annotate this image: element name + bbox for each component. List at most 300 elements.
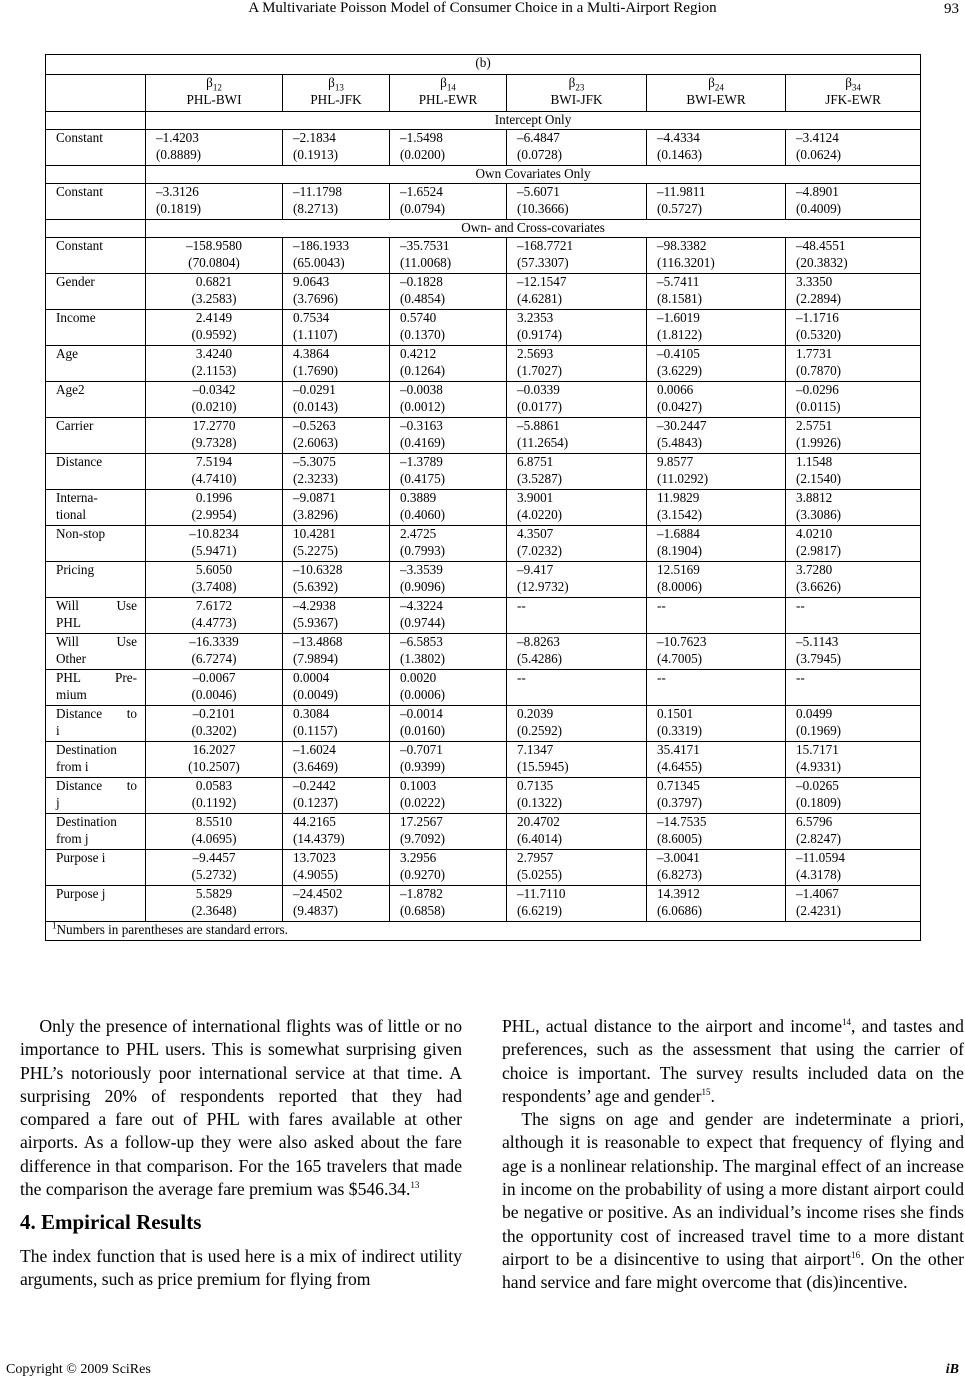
coefficient: 4.3507 <box>517 526 554 541</box>
coefficient: 12.5169 <box>657 562 700 577</box>
coefficient: 9.0643 <box>293 274 330 289</box>
row-label: Carrier <box>46 418 146 454</box>
standard-error: (4.6455) <box>657 758 703 774</box>
table-cell <box>146 184 283 220</box>
table-cell <box>786 346 921 382</box>
coefficient: –6.5853 <box>400 634 443 649</box>
standard-error: (4.7005) <box>657 650 703 666</box>
coefficient: 14.3912 <box>657 886 700 901</box>
table-row <box>46 238 921 274</box>
table-cell <box>647 742 786 778</box>
standard-error: (2.1153) <box>191 362 237 378</box>
coefficient: –186.1933 <box>293 238 350 253</box>
standard-error: (6.6219) <box>517 902 563 918</box>
table-cell <box>146 454 283 490</box>
table-row <box>46 310 921 346</box>
standard-error: (0.2592) <box>517 722 563 738</box>
footnote-mark: 1 <box>52 920 57 931</box>
table-row <box>46 274 921 310</box>
table-row <box>46 454 921 490</box>
standard-error: (8.0006) <box>657 578 703 594</box>
table-row <box>46 742 921 778</box>
table-cell <box>647 382 786 418</box>
table-row <box>46 778 921 814</box>
coefficient: 7.1347 <box>517 742 554 757</box>
coefficient: –9.4457 <box>192 850 236 865</box>
table-cell <box>283 670 390 706</box>
standard-error: (6.8273) <box>657 866 703 882</box>
coefficient: –9.417 <box>517 562 554 577</box>
coefficient: –0.0014 <box>400 706 443 721</box>
coefficient: 5.6050 <box>195 562 233 577</box>
standard-error: (3.1542) <box>657 506 703 522</box>
standard-error: (65.0043) <box>293 254 345 270</box>
table-cell <box>390 562 507 598</box>
standard-error: (0.0177) <box>517 398 563 414</box>
coefficient: –13.4868 <box>293 634 343 649</box>
table-cell <box>647 706 786 742</box>
coefficient: –1.3789 <box>400 454 443 469</box>
coefficient: –1.1716 <box>796 310 839 325</box>
standard-error: (0.8889) <box>156 146 202 162</box>
table-cell <box>786 634 921 670</box>
coefficient: 0.7135 <box>517 778 554 793</box>
table-cell <box>283 850 390 886</box>
table-row <box>46 418 921 454</box>
coefficient: 0.0583 <box>195 778 233 793</box>
standard-error: (0.1237) <box>293 794 339 810</box>
coefficient: 3.8812 <box>796 490 833 505</box>
table-cell <box>647 130 786 166</box>
coefficient: 10.4281 <box>293 526 336 541</box>
paragraph: The index function that is used here is a mix of indirect utility arguments, such as price premium for flying from <box>20 1245 462 1289</box>
standard-error: (0.7870) <box>796 362 842 378</box>
standard-error: (2.9954) <box>191 506 237 522</box>
table-cell <box>146 562 283 598</box>
coefficient: 0.1003 <box>400 778 437 793</box>
coefficient: 4.0210 <box>796 526 833 541</box>
table-cell <box>507 346 647 382</box>
coefficient: –0.5263 <box>293 418 336 433</box>
table-cell <box>786 886 921 922</box>
coefficient: 2.4149 <box>195 310 233 325</box>
standard-error: (11.2654) <box>517 434 569 450</box>
copyright: Copyright © 2009 SciRes <box>6 1362 151 1377</box>
standard-error: (0.0222) <box>400 794 446 810</box>
table-cell <box>146 310 283 346</box>
table-row <box>46 184 921 220</box>
coefficient: 35.4171 <box>657 742 700 757</box>
table-cell <box>390 346 507 382</box>
table-cell <box>647 454 786 490</box>
coefficient: 7.6172 <box>195 598 233 613</box>
standard-error: (8.1581) <box>657 290 703 306</box>
coefficient: –0.0339 <box>517 382 560 397</box>
coefficient: 5.5829 <box>195 886 233 901</box>
table-cell <box>390 742 507 778</box>
airport-pair: BWI-JFK <box>550 91 603 107</box>
table-cell <box>507 778 647 814</box>
standard-error: (2.3233) <box>293 470 339 486</box>
table-cell <box>507 130 647 166</box>
coefficient: -- <box>657 598 666 613</box>
table-cell <box>283 598 390 634</box>
standard-error: (7.9894) <box>293 650 339 666</box>
table-cell <box>647 886 786 922</box>
standard-error: (5.4286) <box>517 650 563 666</box>
left-column <box>20 1015 462 1291</box>
coefficient: –0.2101 <box>192 706 236 721</box>
standard-error: (0.3202) <box>191 722 237 738</box>
standard-error: (10.2507) <box>188 758 240 774</box>
table-cell <box>647 418 786 454</box>
coefficient: 0.3084 <box>293 706 330 721</box>
table-cell <box>390 850 507 886</box>
coefficient: 17.2770 <box>192 418 236 433</box>
standard-error: (0.4169) <box>400 434 446 450</box>
table-row <box>46 598 921 634</box>
standard-error: (0.9096) <box>400 578 446 594</box>
table-cell <box>507 526 647 562</box>
standard-error: (1.1107) <box>293 326 338 342</box>
table-cell <box>390 490 507 526</box>
standard-error: (0.4060) <box>400 506 446 522</box>
table-cell <box>146 886 283 922</box>
coefficient: 0.0020 <box>400 670 437 685</box>
coefficient: 0.7534 <box>293 310 330 325</box>
standard-error: (3.6469) <box>293 758 339 774</box>
coefficient: 1.1548 <box>796 454 833 469</box>
table-cell <box>507 310 647 346</box>
table-cell <box>146 418 283 454</box>
coefficient: 15.7171 <box>796 742 839 757</box>
standard-error: (0.1157) <box>293 722 338 738</box>
table-cell <box>146 778 283 814</box>
table-cell <box>146 670 283 706</box>
standard-error: (0.0143) <box>293 398 339 414</box>
table-cell <box>507 490 647 526</box>
coefficient: 0.1996 <box>195 490 233 505</box>
standard-error: (14.4379) <box>293 830 345 846</box>
coefficient: 0.3889 <box>400 490 437 505</box>
table-row <box>46 814 921 850</box>
beta-symbol: β <box>328 75 335 90</box>
row-label: Destination from i <box>46 742 146 778</box>
table-cell <box>647 814 786 850</box>
column-header <box>507 75 647 112</box>
table-cell <box>283 184 390 220</box>
standard-error: (10.3666) <box>517 200 569 216</box>
standard-error: (3.6626) <box>796 578 842 594</box>
paragraph: The signs on age and gender are indeterminate a priori, although it is reasonable to expect that frequency of flying and age is a nonlinear relationship. The marginal effect of an increase in income on the probability of using a more distant airport could be negative or positive. As an individual’s income rises she finds the opportunity cost of increased travel time to a more distant airport to be a disincentive to using that airport$^{16}$. On the other hand service and fare might overcome that (dis)incentive. <box>502 1109 964 1293</box>
standard-error: (0.1809) <box>796 794 842 810</box>
table-cell <box>390 778 507 814</box>
section-row <box>46 166 921 184</box>
table-cell <box>507 382 647 418</box>
coefficient: –1.6024 <box>293 742 336 757</box>
table-cell <box>786 454 921 490</box>
table-cell <box>647 562 786 598</box>
table-cell <box>507 418 647 454</box>
table-row <box>46 706 921 742</box>
coefficient: –11.9811 <box>657 184 706 199</box>
coefficient: 17.2567 <box>400 814 443 829</box>
coefficient: 3.2353 <box>517 310 554 325</box>
page-number: 93 <box>944 1 959 17</box>
coefficient: –1.6019 <box>657 310 700 325</box>
standard-error: (0.0160) <box>400 722 446 738</box>
table-row <box>46 850 921 886</box>
row-label: Age2 <box>46 382 146 418</box>
table-cell <box>786 814 921 850</box>
table-cell <box>390 454 507 490</box>
row-label: Purpose i <box>46 850 146 886</box>
table-cell <box>507 850 647 886</box>
beta-subscript: 13 <box>334 82 344 93</box>
row-label: PHL Pre- mium <box>46 670 146 706</box>
table-cell <box>507 238 647 274</box>
standard-error: (0.0046) <box>191 686 237 702</box>
table-cell <box>786 382 921 418</box>
standard-error: (0.0794) <box>400 200 446 216</box>
standard-error: (0.0427) <box>657 398 703 414</box>
coefficient: –0.0038 <box>400 382 443 397</box>
standard-error: (1.9926) <box>796 434 842 450</box>
table-cell <box>786 310 921 346</box>
coefficient: –6.4847 <box>517 130 560 145</box>
coefficient: –1.6524 <box>400 184 443 199</box>
standard-error: (9.7092) <box>400 830 446 846</box>
standard-error: (5.4843) <box>657 434 703 450</box>
coefficient: 3.2956 <box>400 850 437 865</box>
row-label: Constant <box>46 130 146 166</box>
table-cell <box>647 778 786 814</box>
table-cell <box>786 742 921 778</box>
table-cell <box>786 274 921 310</box>
table-row <box>46 886 921 922</box>
standard-error: (6.7274) <box>191 650 237 666</box>
standard-error: (4.9055) <box>293 866 339 882</box>
row-label: Constant <box>46 184 146 220</box>
beta-subscript: 14 <box>446 82 456 93</box>
coefficient: –0.7071 <box>400 742 443 757</box>
standard-error: (8.2713) <box>293 200 339 216</box>
coefficient: –4.4334 <box>657 130 700 145</box>
coefficient: 1.7731 <box>796 346 833 361</box>
standard-error: (0.6858) <box>400 902 446 918</box>
table-cell <box>507 562 647 598</box>
table-cell <box>647 634 786 670</box>
section-spacer <box>46 112 146 130</box>
table-cell <box>283 634 390 670</box>
coefficient: -- <box>796 598 805 613</box>
row-label: Distance to i <box>46 706 146 742</box>
table-cell <box>390 238 507 274</box>
table-cell <box>507 634 647 670</box>
table-cell <box>146 238 283 274</box>
standard-error: (6.4014) <box>517 830 563 846</box>
standard-error: (0.0006) <box>400 686 446 702</box>
coefficient: –1.8782 <box>400 886 443 901</box>
coefficient: -- <box>657 670 666 685</box>
standard-error: (0.3319) <box>657 722 703 738</box>
table-cell <box>647 184 786 220</box>
row-label: Will Use Other <box>46 634 146 670</box>
table-cell <box>283 562 390 598</box>
table-cell <box>283 814 390 850</box>
column-header <box>647 75 786 112</box>
beta-symbol: β <box>568 75 576 90</box>
standard-error: (0.9592) <box>191 326 237 342</box>
coefficient: 0.71345 <box>657 778 700 793</box>
standard-error: (4.6281) <box>517 290 563 306</box>
standard-error: (0.4175) <box>400 470 446 486</box>
footnote-row <box>46 922 921 941</box>
standard-error: (0.9270) <box>400 866 446 882</box>
coefficient: 20.4702 <box>517 814 560 829</box>
coefficient: –1.4067 <box>796 886 839 901</box>
coefficient: –5.6071 <box>517 184 560 199</box>
table-row <box>46 382 921 418</box>
airport-pair: PHL-BWI <box>186 91 242 107</box>
table-cell <box>786 490 921 526</box>
coefficient: –10.7623 <box>657 634 707 649</box>
table-row <box>46 670 921 706</box>
beta-subscript: 34 <box>851 82 861 93</box>
table-cell <box>283 454 390 490</box>
table-footnote <box>46 922 921 941</box>
table-cell <box>647 850 786 886</box>
standard-error: (0.0624) <box>796 146 842 162</box>
standard-error: (0.5727) <box>657 200 703 216</box>
row-label: Non-stop <box>46 526 146 562</box>
standard-error: (0.9744) <box>400 614 446 630</box>
coefficient: –11.1798 <box>293 184 342 199</box>
coefficient: –35.7531 <box>400 238 450 253</box>
table-cell <box>146 490 283 526</box>
coefficient: –11.7110 <box>517 886 566 901</box>
row-label: Pricing <box>46 562 146 598</box>
coefficient: –5.3075 <box>293 454 336 469</box>
coefficient: –1.5498 <box>400 130 443 145</box>
table-cell <box>283 130 390 166</box>
standard-error: (4.0220) <box>517 506 563 522</box>
standard-error: (2.8247) <box>796 830 842 846</box>
coefficient: –16.3339 <box>189 634 239 649</box>
table-cell <box>390 382 507 418</box>
table-cell <box>283 346 390 382</box>
table-cell <box>146 346 283 382</box>
table-cell <box>390 526 507 562</box>
standard-error: (0.1819) <box>156 200 202 216</box>
section-title: Intercept Only <box>146 112 921 130</box>
table-cell <box>283 778 390 814</box>
standard-error: (0.1322) <box>517 794 563 810</box>
table-cell <box>390 418 507 454</box>
standard-error: (2.2894) <box>796 290 842 306</box>
table-cell <box>146 634 283 670</box>
standard-error: (11.0292) <box>657 470 709 486</box>
coefficient: 44.2165 <box>293 814 336 829</box>
standard-error: (116.3201) <box>657 254 715 270</box>
airport-pair: PHL-JFK <box>310 91 362 107</box>
running-title: A Multivariate Poisson Model of Consumer Choice in a Multi-Airport Region <box>248 0 717 16</box>
coefficient: 0.5740 <box>400 310 437 325</box>
coefficient: 4.3864 <box>293 346 330 361</box>
standard-error: (5.0255) <box>517 866 563 882</box>
table-cell <box>647 598 786 634</box>
standard-error: (2.4231) <box>796 902 842 918</box>
standard-error: (11.0068) <box>400 254 452 270</box>
airport-pair: JFK-EWR <box>825 91 881 107</box>
standard-error: (57.3307) <box>517 254 569 270</box>
coefficient: –3.4124 <box>796 130 839 145</box>
standard-error: (3.5287) <box>517 470 563 486</box>
section-row <box>46 220 921 238</box>
table-cell <box>146 130 283 166</box>
table-cell <box>283 418 390 454</box>
table-cell <box>507 454 647 490</box>
table-cell <box>647 310 786 346</box>
table-cell <box>507 814 647 850</box>
standard-error: (4.4773) <box>191 614 237 630</box>
standard-error: (0.0049) <box>293 686 339 702</box>
standard-error: (0.0012) <box>400 398 446 414</box>
standard-error: (8.1904) <box>657 542 703 558</box>
standard-error: (3.7696) <box>293 290 339 306</box>
paragraph: PHL, actual distance to the airport and income$^{14}$, and tastes and preferences, such as the assessment that using the carrier of choice is important. The survey results included data on the respondents’ age and gender$^{15}$. <box>502 1016 964 1106</box>
standard-error: (5.9471) <box>191 542 237 558</box>
table-cell <box>283 238 390 274</box>
row-label: Will Use PHL <box>46 598 146 634</box>
table-cell <box>146 706 283 742</box>
beta-subscript: 12 <box>212 82 222 93</box>
coefficient: –5.7411 <box>657 274 700 289</box>
standard-error: (1.8122) <box>657 326 703 342</box>
beta-symbol: β <box>708 75 715 90</box>
table-cell <box>390 670 507 706</box>
standard-error: (3.8296) <box>293 506 339 522</box>
standard-error: (0.1264) <box>400 362 446 378</box>
table-cell <box>283 526 390 562</box>
standard-error: (2.9817) <box>796 542 842 558</box>
table-cell <box>507 670 647 706</box>
table-cell <box>786 670 921 706</box>
standard-error: (3.2583) <box>191 290 237 306</box>
column-header-row <box>46 75 921 112</box>
coefficient: –14.7535 <box>657 814 707 829</box>
coefficient: –4.8901 <box>796 184 839 199</box>
column-header <box>146 75 283 112</box>
coefficient: –48.4551 <box>796 238 846 253</box>
table-cell <box>390 886 507 922</box>
coefficient: –0.0291 <box>293 382 336 397</box>
coefficient: –0.0265 <box>796 778 839 793</box>
standard-error: (3.7408) <box>191 578 237 594</box>
standard-error: (0.0115) <box>796 398 841 414</box>
beta-subscript: 23 <box>575 82 585 93</box>
column-header <box>390 75 507 112</box>
table-cell <box>146 814 283 850</box>
section-title: Own- and Cross-covariates <box>146 220 921 238</box>
coefficient: 16.2027 <box>192 742 236 757</box>
table-cell <box>283 706 390 742</box>
beta-subscript: 24 <box>714 82 724 93</box>
standard-error: (70.0804) <box>188 254 240 270</box>
table-cell <box>507 184 647 220</box>
standard-error: (0.0728) <box>517 146 563 162</box>
table-caption-row <box>46 55 921 75</box>
